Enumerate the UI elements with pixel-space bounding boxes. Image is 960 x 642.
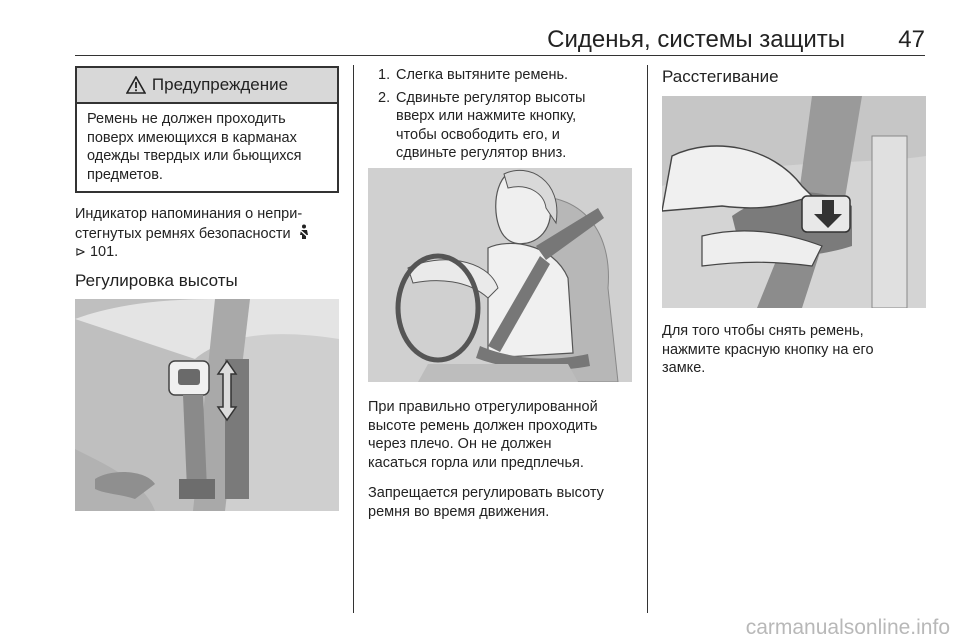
- warning-line: предметов.: [87, 166, 163, 183]
- warning-line: одежды твердых или бьющихся: [87, 148, 302, 164]
- warning-body: [77, 104, 337, 190]
- warning-header: [77, 68, 337, 104]
- no-adjust-while-driving-paragraph: Запрещается регулировать высоту ремня во время движения.: [368, 485, 604, 520]
- watermark: carmanualsonline.info: [745, 616, 950, 639]
- column-divider-1: [353, 65, 354, 613]
- page-header: [75, 26, 925, 52]
- indicator-paragraph: [75, 205, 345, 262]
- list-item: 1. Слегка вытяните ремень.: [378, 67, 569, 83]
- list-item: 2. Сдвиньте регулятор высоты вверх или нажмите кнопку, чтобы освободить его, и сдвиньте регулятор вниз.: [378, 89, 586, 161]
- buckle-release-drawing: [662, 96, 926, 308]
- header-rule: [75, 55, 925, 56]
- indicator-line: стегнутых ремнях безопасности: [75, 224, 345, 244]
- warning-title: Предупреждение: [151, 75, 289, 94]
- warning-triangle-icon: [126, 76, 146, 94]
- reference-arrow-icon: ⊳: [75, 244, 86, 259]
- correct-routing-paragraph: При правильно отрегулированной высоте ремень должен проходить через плечо. Он не должен касаться горла или предплечья.: [368, 399, 598, 471]
- belt-height-adjuster-drawing: [75, 299, 339, 511]
- warning-line: поверх имеющихся в карманах: [87, 129, 297, 146]
- page-number: 47: [898, 26, 925, 53]
- column-divider-2: [647, 65, 648, 613]
- indicator-line: Индикатор напоминания о непри-: [75, 206, 303, 222]
- unbuckle-paragraph: Для того чтобы снять ремень, нажмите красную кнопку на его замке.: [662, 323, 874, 376]
- driver-seatbelt-illustration: [368, 168, 632, 382]
- seatbelt-reminder-icon: [298, 224, 310, 240]
- section-title: Сиденья, системы защиты: [547, 26, 845, 53]
- adjustment-steps: [372, 66, 634, 167]
- driver-seatbelt-drawing: [368, 168, 632, 382]
- warning-line: Ремень не должен проходить: [87, 111, 286, 127]
- height-adjustment-heading: Регулировка высоты: [75, 271, 238, 290]
- belt-height-adjuster-illustration: [75, 299, 339, 511]
- page-reference[interactable]: ⊳ 101.: [75, 244, 119, 260]
- warning-box: [75, 66, 339, 193]
- buckle-release-illustration: [662, 96, 926, 308]
- unbuckle-heading: Расстегивание: [662, 67, 779, 86]
